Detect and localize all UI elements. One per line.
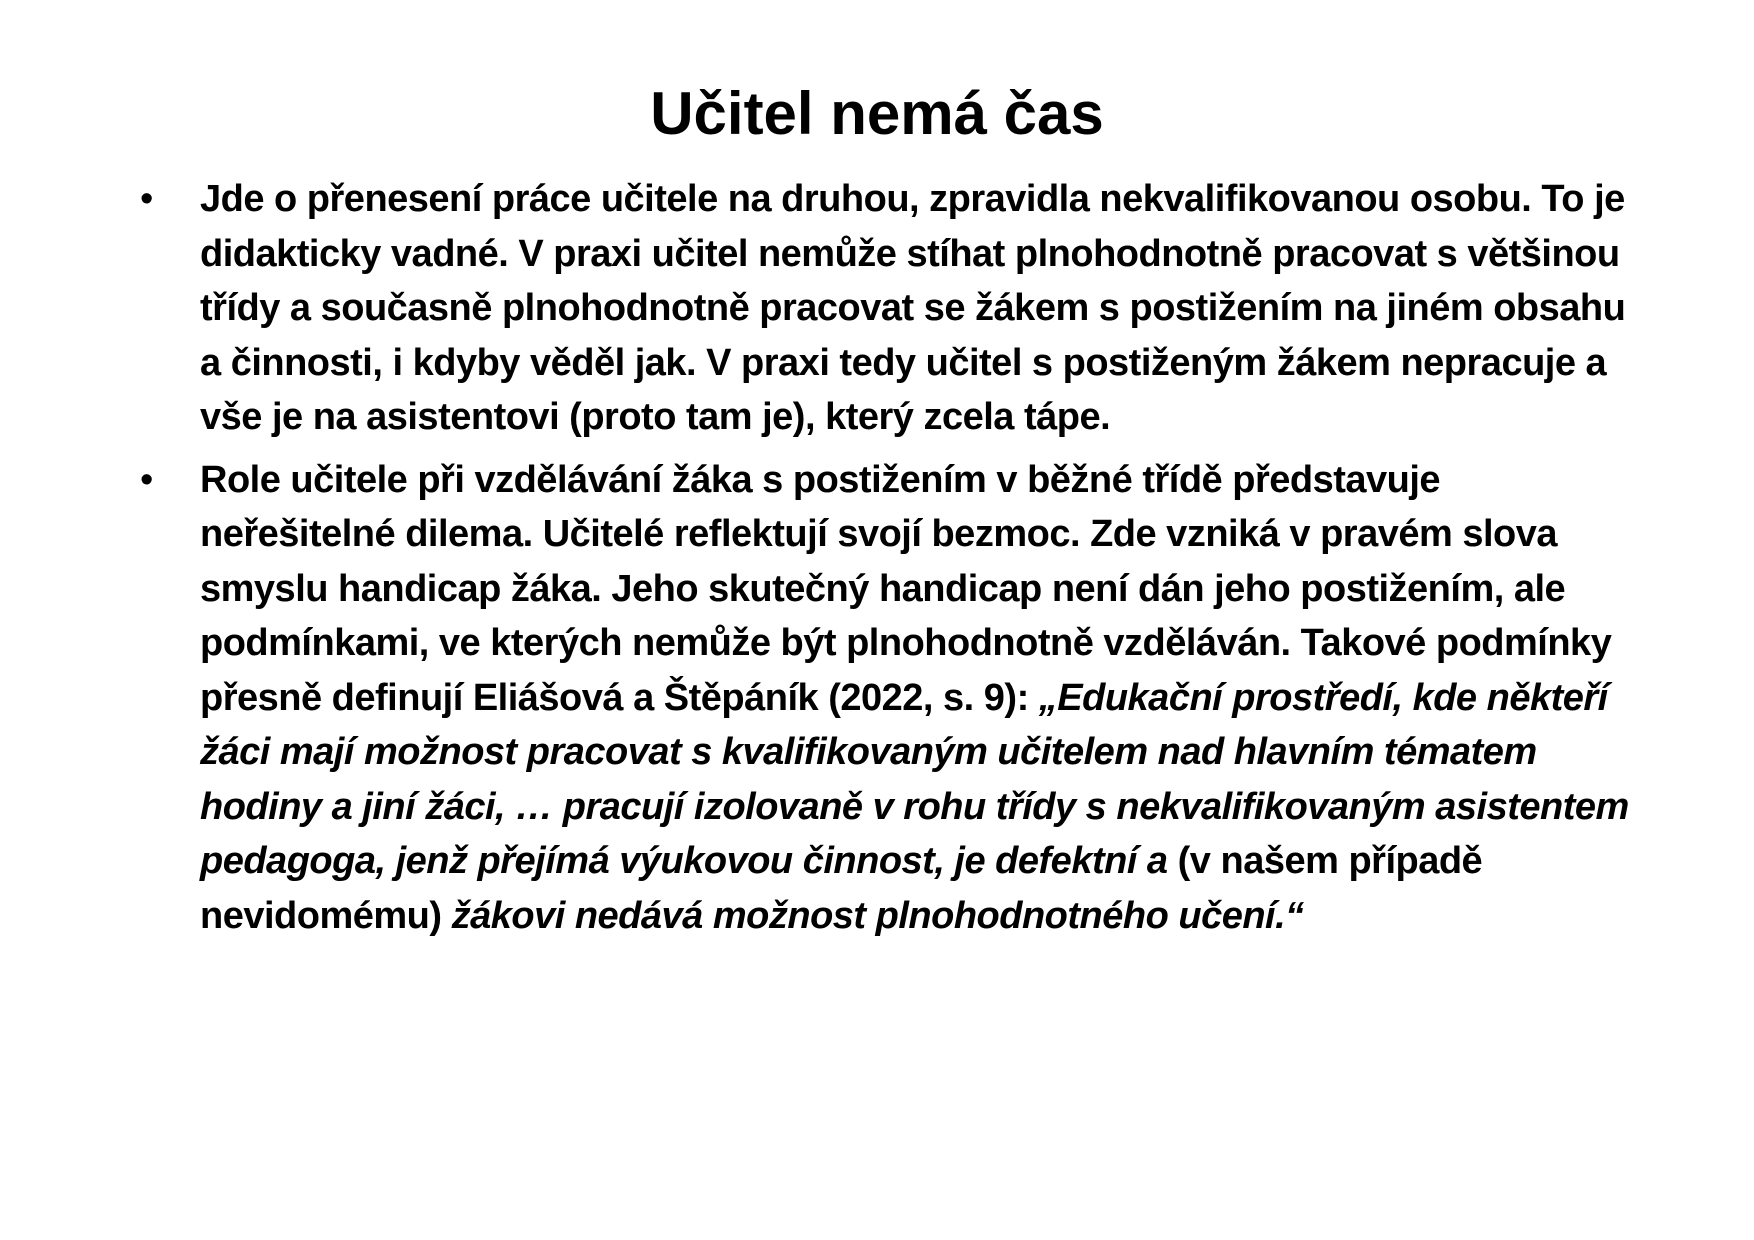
bullet-dot: •: [140, 458, 153, 501]
bullet-text: Jde o přenesení práce učitele na druhou, zpravidla nekvalifikovanou osobu. To je didakticky vadné. V praxi učitel nemůže stíhat plnohodnotně pracovat s většinou třídy a současně plnohodnotně pracovat se žákem s postižením na jiném obsahu a činnosti, i kdyby věděl jak. V praxi tedy učitel s postiženým žákem nepracuje a vše je na asistentovi (proto tam je), který zcela tápe.: [200, 178, 1626, 438]
quote-text-part1: „Edukační prostředí, kde někteří žáci mají možnost pracovat s kvalifikovaným učitelem nad hlavním tématem hodiny a jiní žáci, … pracují izolovaně v rohu třídy s nekvalifikovaným asistentem pedagoga, jenž přejímá výukovou činnost, je defektní a: [200, 676, 1629, 882]
quote-text-part2: žákovi nedává možnost plnohodnotného učení.“: [451, 894, 1304, 937]
bullet-list: [140, 172, 1640, 951]
quote-interjection: (v našem případě nevidomému): [200, 840, 1483, 937]
bullet-item-1: [140, 172, 1640, 445]
slide-title: Učitel nemá čas: [650, 80, 1104, 147]
bullet-item-2: [140, 453, 1640, 944]
bullet-intro-text: Role učitele při vzdělávání žáka s postižením v běžné třídě představuje neřešitelné dilema. Učitelé reflektují svojí bezmoc. Zde vzniká v pravém slova smyslu handicap žáka. Jeho skutečný handicap není dán jeho postižením, ale podmínkami, ve kterých nemůže být plnohodnotně vzděláván. Takové podmínky přesně definují Eliášová a Štěpáník (2022, s. 9):: [200, 458, 1612, 719]
bullet-dot: •: [140, 178, 153, 220]
